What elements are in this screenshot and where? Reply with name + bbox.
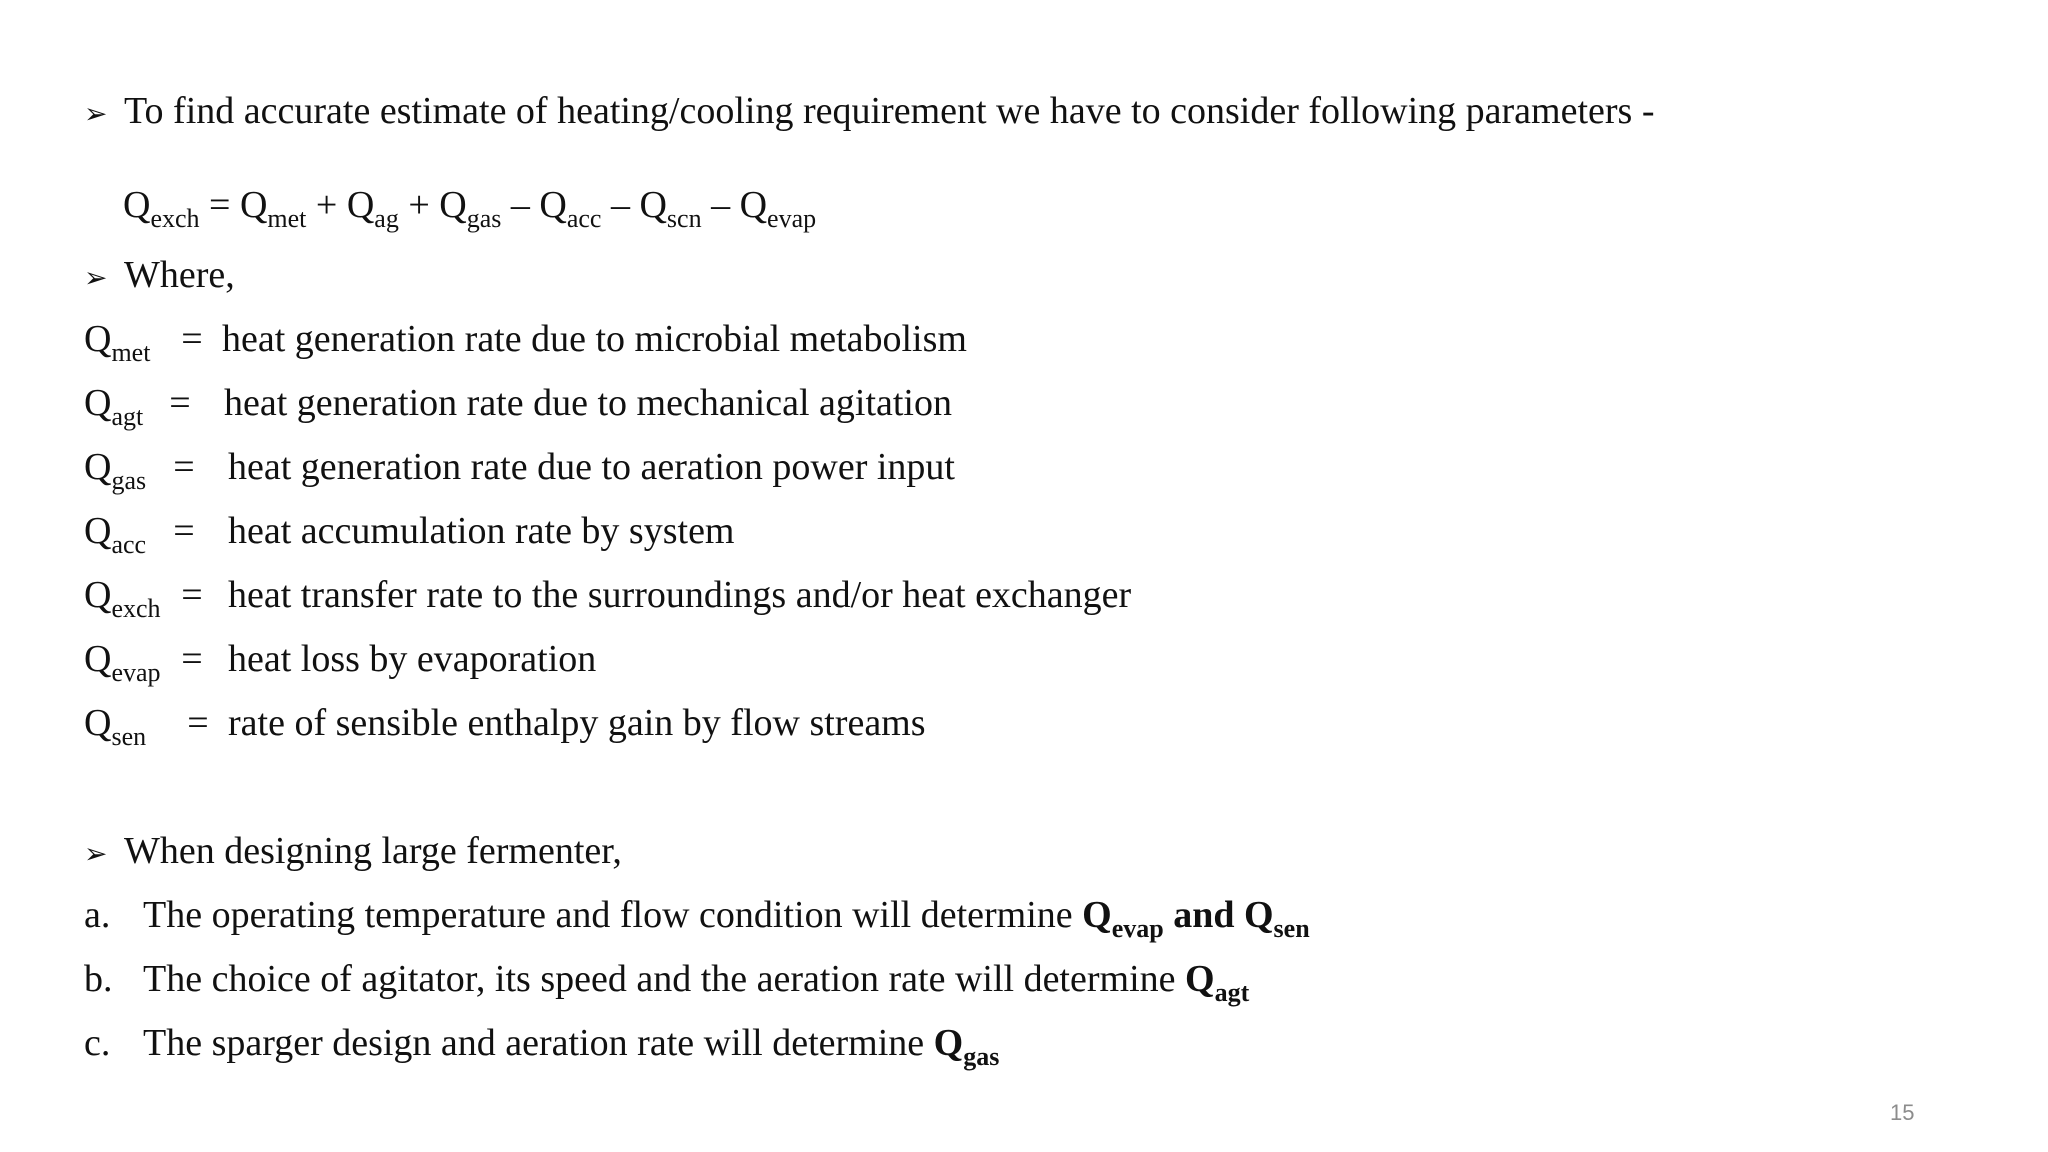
definition-text: heat accumulation rate by system xyxy=(228,510,735,552)
heat-balance-equation: $Q_{exch} = Q_{met} + Q_{ag} + Q_{gas} - Q_{acc} - Q_{scn} - Q_{evap}$ xyxy=(123,184,817,233)
intro-text: To find accurate estimate of heating/cooling requirement we have to consider following parameters - xyxy=(124,90,1655,132)
where-bullet xyxy=(84,252,235,301)
bold-term: $Q_{evap}$ and $Q_{sen}$ xyxy=(1082,894,1310,943)
list-item: c. The sparger design and aeration rate will determine $Q_{gas}$ xyxy=(84,1022,1000,1071)
definition-symbol: $Q_{acc}$ xyxy=(84,510,147,559)
list-item: a. The operating temperature and flow condition will determine $Q_{evap}$ and $Q_{sen}$ xyxy=(84,894,1310,943)
definition-symbol: $Q_{agt}$ xyxy=(84,382,144,431)
definition-row: $Q_{exch}$ = heat transfer rate to the surroundings and/or heat exchanger xyxy=(84,574,1132,623)
bold-term: $Q_{gas}$ xyxy=(933,1022,1000,1071)
intro-bullet xyxy=(84,88,1654,137)
definition-symbol: $Q_{met}$ xyxy=(84,318,151,367)
definition-row: $Q_{sen}$ = rate of sensible enthalpy gain by flow streams xyxy=(84,702,926,751)
definition-row: $Q_{gas}$ = heat generation rate due to aeration power input xyxy=(84,446,955,495)
definition-text: heat transfer rate to the surroundings and/or heat exchanger xyxy=(228,574,1132,616)
definition-text: heat generation rate due to microbial metabolism xyxy=(222,318,967,360)
definition-symbol: $Q_{evap}$ xyxy=(84,638,161,687)
definition-row: $Q_{acc}$ = heat accumulation rate by system xyxy=(84,510,735,559)
where-text: Where, xyxy=(124,254,235,296)
definition-row: $Q_{met}$ = heat generation rate due to microbial metabolism xyxy=(84,318,967,367)
page-number: 15 xyxy=(1890,1100,1915,1125)
definition-row: $Q_{agt}$ = heat generation rate due to mechanical agitation xyxy=(84,382,952,431)
definition-row: $Q_{evap}$ = heat loss by evaporation xyxy=(84,638,597,687)
bold-term: $Q_{agt}$ xyxy=(1185,958,1250,1007)
arrow-bullet-icon: ➢ xyxy=(84,97,108,130)
arrow-bullet-icon: ➢ xyxy=(84,837,108,870)
design-text: When designing large fermenter, xyxy=(124,830,622,872)
definition-symbol: $Q_{gas}$ xyxy=(84,446,147,495)
definition-symbol: $Q_{exch}$ xyxy=(84,574,161,623)
arrow-bullet-icon: ➢ xyxy=(84,261,108,294)
definition-text: heat generation rate due to aeration power input xyxy=(228,446,955,488)
list-item: b. The choice of agitator, its speed and the aeration rate will determine $Q_{agt}$ xyxy=(84,958,1250,1007)
definition-symbol: $Q_{sen}$ xyxy=(84,702,147,751)
definition-text: rate of sensible enthalpy gain by flow streams xyxy=(228,702,926,744)
definition-text: heat generation rate due to mechanical agitation xyxy=(224,382,952,424)
definition-text: heat loss by evaporation xyxy=(228,638,597,680)
design-bullet xyxy=(84,828,622,877)
